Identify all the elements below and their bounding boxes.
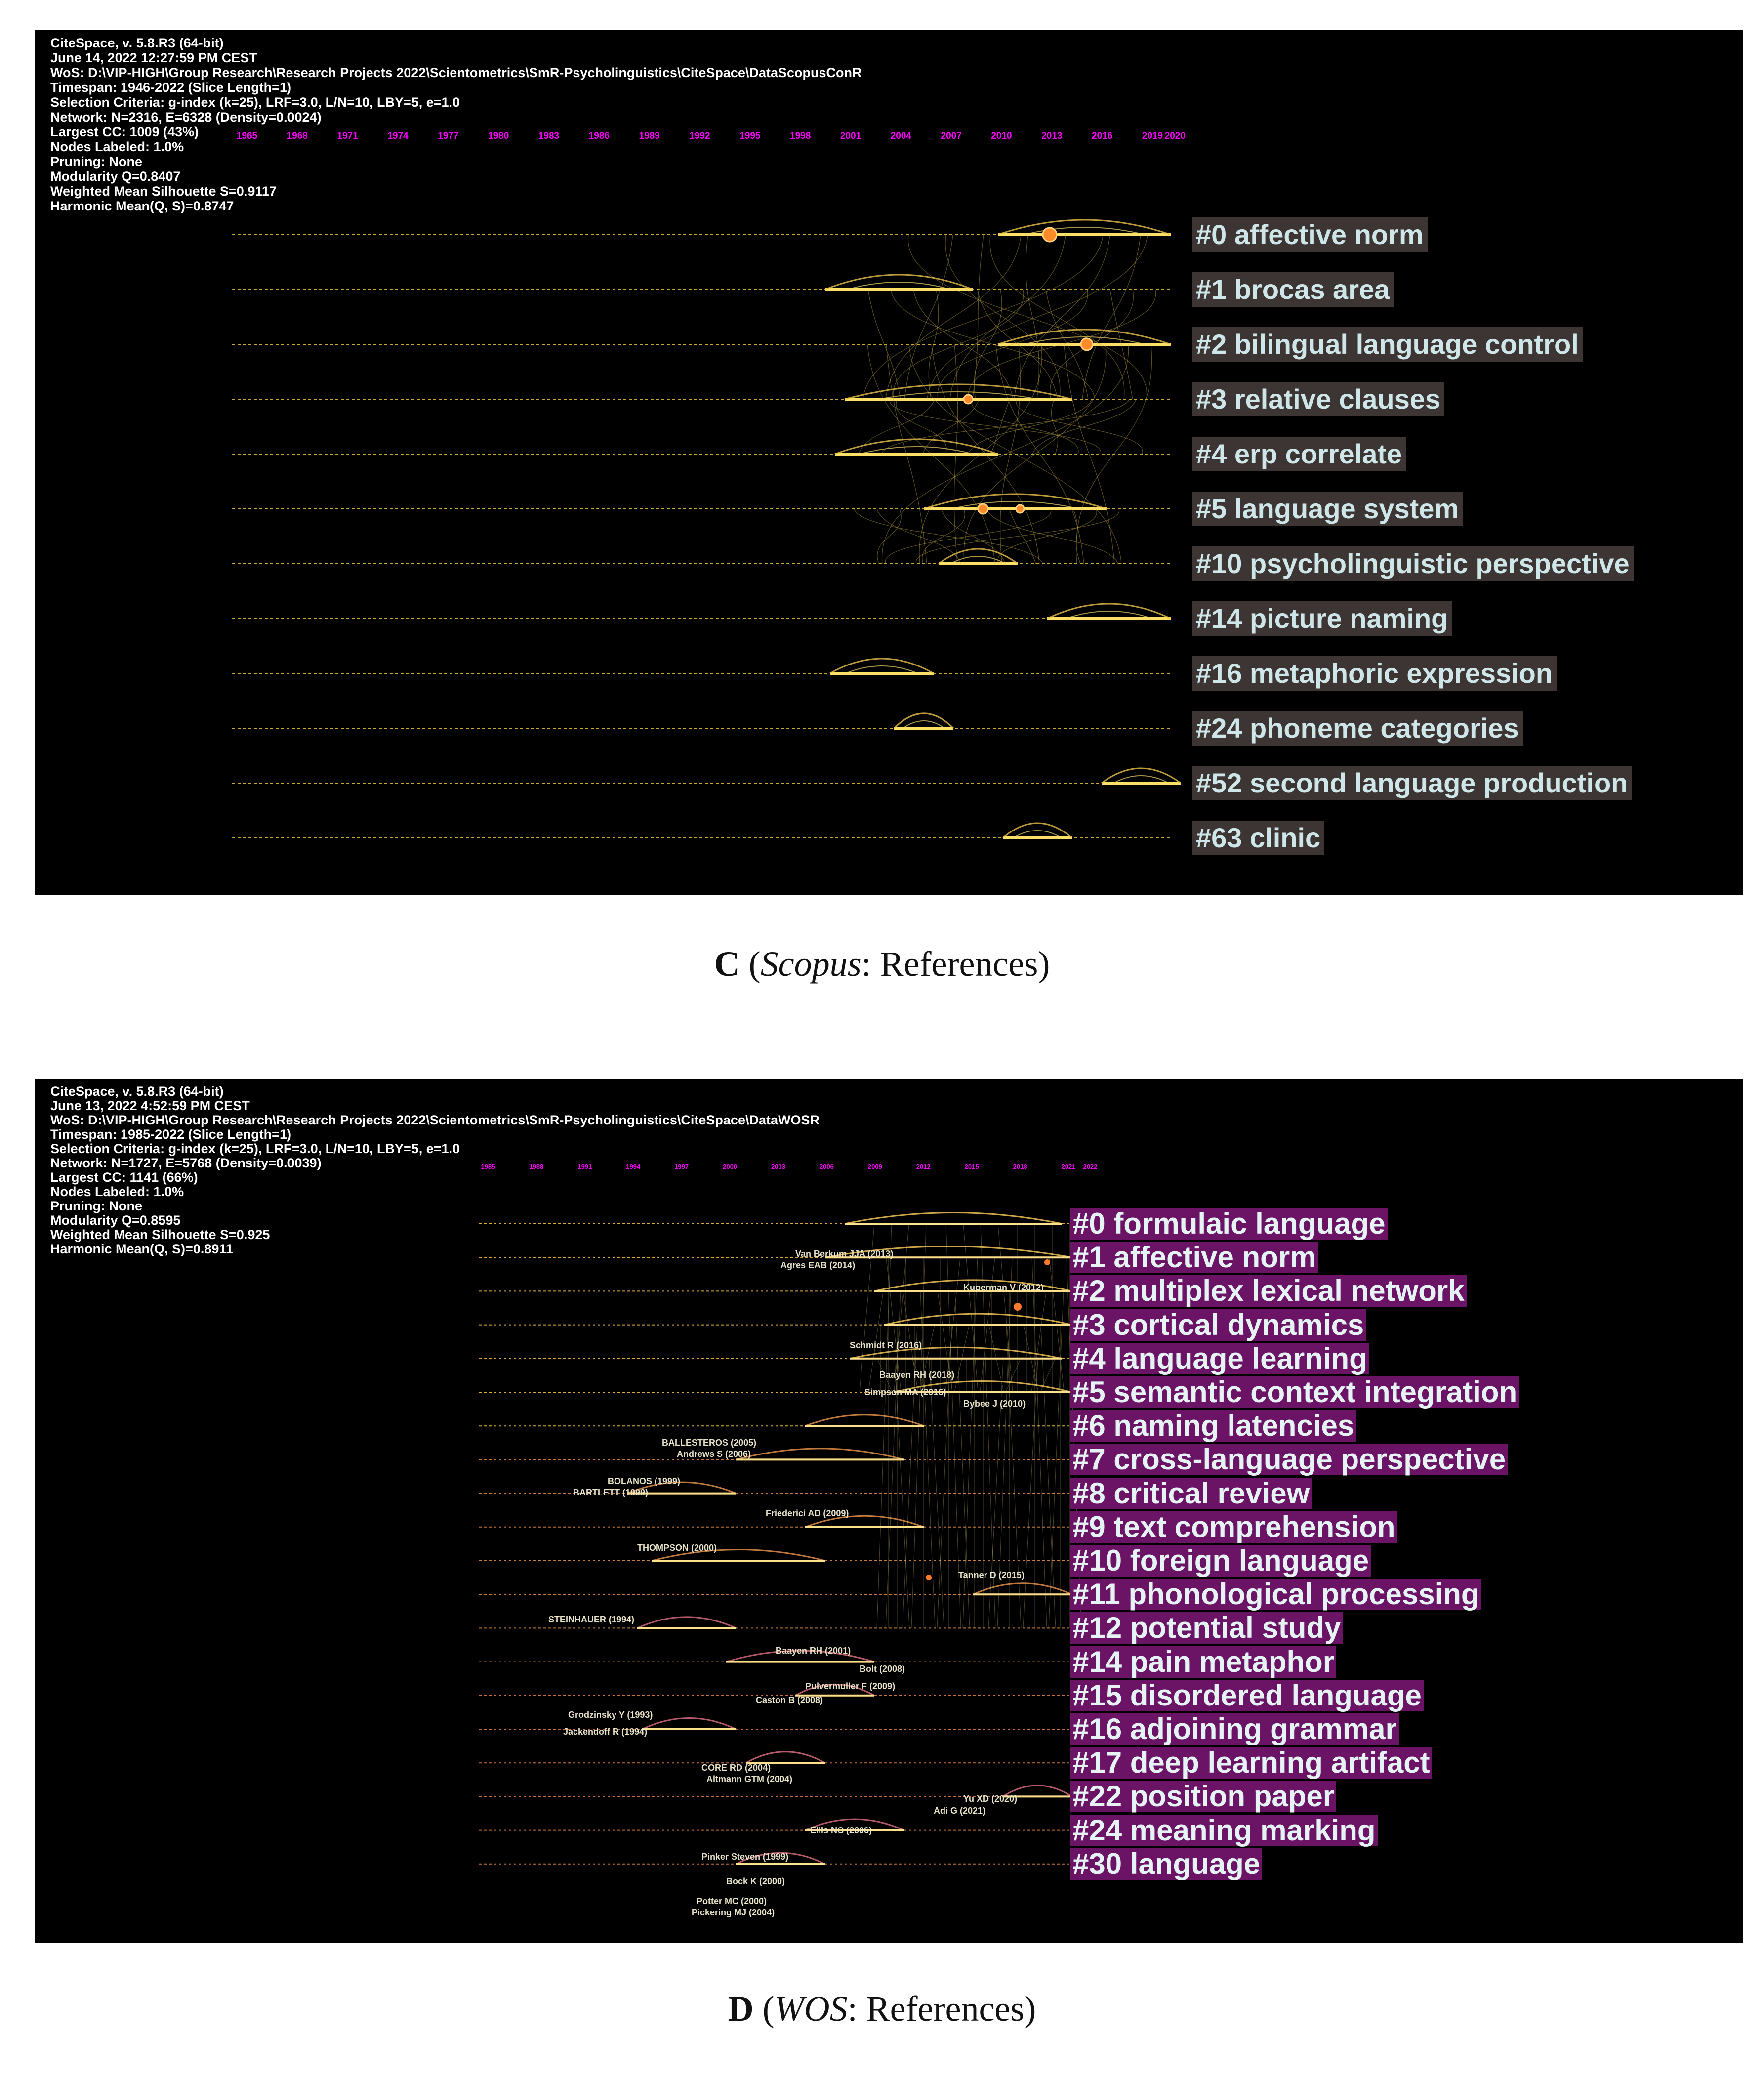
cluster-label: #11 phonological processing [1070, 1579, 1481, 1610]
citation-link [1049, 1291, 1064, 1628]
reference-label: Ellis NC (2006) [810, 1826, 872, 1835]
caption-letter: D [728, 1989, 754, 2029]
citation-link [1009, 509, 1036, 564]
cluster-label: #6 naming latencies [1070, 1410, 1356, 1442]
citation-link [1006, 1325, 1021, 1628]
reference-label: Caston B (2008) [756, 1695, 823, 1705]
year-tick-label: 1992 [689, 131, 710, 141]
caption-letter: C [714, 944, 740, 984]
cluster-label: #4 erp correlate [1192, 437, 1406, 471]
citation-arc [884, 1314, 1072, 1325]
citation-link [1016, 399, 1143, 454]
year-tick-label: 2003 [771, 1163, 785, 1170]
cluster-label: #14 picture naming [1192, 601, 1452, 636]
citation-arc [637, 1617, 736, 1628]
year-tick-label: 2020 [1164, 131, 1186, 141]
reference-label: Van Berkum JJA (2013) [795, 1249, 894, 1259]
year-tick-label: 2022 [1083, 1163, 1098, 1170]
citation-link [885, 509, 1051, 564]
cluster-label: #3 relative clauses [1192, 382, 1444, 416]
year-tick-label: 1994 [626, 1163, 641, 1170]
cluster-label: #2 multiplex lexical network [1070, 1275, 1467, 1307]
year-tick-label: 1995 [739, 131, 761, 141]
reference-label: BALLESTEROS (2005) [662, 1438, 757, 1448]
year-tick-label: 2006 [819, 1163, 834, 1170]
citation-link [1032, 1257, 1047, 1628]
citation-link [945, 235, 1060, 399]
reference-label: Bybee J (2010) [963, 1399, 1026, 1409]
reference-node [1081, 338, 1093, 350]
info-line: Modularity Q=0.8595 [50, 1213, 181, 1228]
cluster-label: #1 brocas area [1192, 272, 1394, 307]
cluster-label: #1 affective norm [1070, 1242, 1318, 1273]
cluster-label: #10 psycholinguistic perspective [1192, 546, 1634, 581]
reference-label: Friederici AD (2009) [766, 1508, 849, 1518]
info-line: Harmonic Mean(Q, S)=0.8747 [50, 199, 234, 213]
reference-node [1016, 505, 1024, 513]
info-line: Largest CC: 1141 (66%) [50, 1170, 198, 1185]
year-tick-label: 1983 [538, 131, 560, 141]
cluster-label: #0 affective norm [1192, 217, 1428, 252]
year-tick-label: 2001 [840, 131, 861, 141]
citation-link [863, 235, 1103, 399]
reference-label: BARTLETT (1999) [573, 1488, 649, 1497]
reference-label: Pulvermuller F (2009) [805, 1681, 896, 1691]
info-line: CiteSpace, v. 5.8.R3 (64-bit) [50, 1084, 224, 1099]
cluster-label: #3 cortical dynamics [1070, 1309, 1366, 1341]
cluster-label: #24 meaning marking [1070, 1815, 1378, 1846]
cluster-label: #4 language learning [1070, 1343, 1369, 1374]
reference-label: Baayen RH (2018) [879, 1370, 955, 1380]
year-tick-label: 1986 [588, 131, 610, 141]
info-line: Largest CC: 1009 (43%) [50, 125, 199, 139]
scopus-timeline-panel [35, 30, 1743, 895]
cluster-label: #5 language system [1192, 492, 1463, 526]
info-line: CiteSpace, v. 5.8.R3 (64-bit) [50, 36, 224, 50]
citation-arc [805, 1415, 924, 1426]
year-tick-label: 2007 [941, 131, 962, 141]
citation-link [963, 1224, 978, 1392]
reference-label: BOLANOS (1999) [608, 1476, 681, 1486]
year-tick-label: 2016 [1092, 131, 1113, 141]
reference-label: Simpson MA (2016) [864, 1387, 946, 1397]
citation-link [908, 235, 1147, 399]
year-tick-label: 1977 [438, 131, 459, 141]
info-line: Network: N=2316, E=6328 (Density=0.0024) [50, 110, 322, 125]
year-tick-label: 2013 [1041, 131, 1063, 141]
citation-link [1051, 399, 1058, 454]
citation-link [972, 399, 1078, 454]
year-tick-label: 2010 [991, 131, 1012, 141]
cluster-label: #24 phoneme categories [1192, 711, 1523, 746]
cluster-label: #9 text comprehension [1070, 1511, 1397, 1543]
caption-rest: : References) [847, 1989, 1036, 2029]
caption-c: C (Scopus: References) [714, 944, 1050, 984]
citation-link [922, 509, 965, 564]
citation-arc [746, 1752, 825, 1763]
reference-label: STEINHAUER (1994) [548, 1615, 635, 1624]
reference-label: Potter MC (2000) [697, 1896, 767, 1906]
citation-link [986, 509, 1118, 564]
cluster-label: #2 bilingual language control [1192, 327, 1583, 362]
cluster-label: #14 pain metaphor [1070, 1646, 1336, 1678]
info-line: Nodes Labeled: 1.0% [50, 139, 184, 154]
citation-link [1041, 1325, 1056, 1628]
year-tick-label: 2015 [964, 1163, 979, 1170]
reference-label: Adi G (2021) [934, 1806, 986, 1816]
info-line: Pruning: None [50, 1199, 142, 1213]
citation-arc [845, 1213, 1062, 1224]
info-line: Modularity Q=0.8407 [50, 169, 181, 184]
info-line: Network: N=1727, E=5768 (Density=0.0039) [50, 1156, 322, 1170]
cluster-label: #52 second language production [1192, 766, 1632, 800]
info-line: Weighted Mean Silhouette S=0.925 [50, 1227, 270, 1242]
reference-label: Schmidt R (2016) [850, 1340, 922, 1350]
reference-label: Kuperman V (2012) [963, 1283, 1044, 1292]
reference-node [1044, 1259, 1050, 1265]
reference-label: Bock K (2000) [726, 1876, 785, 1886]
caption-source: Scopus [760, 944, 861, 984]
reference-label: Bolt (2008) [860, 1664, 905, 1674]
reference-label: Agres EAB (2014) [780, 1260, 856, 1270]
reference-node [1043, 228, 1057, 242]
cluster-label: #5 semantic context integration [1070, 1376, 1519, 1408]
reference-node [964, 395, 973, 404]
reference-label: THOMPSON (2000) [637, 1543, 717, 1553]
cluster-label: #7 cross-language perspective [1070, 1444, 1508, 1475]
year-tick-label: 2012 [916, 1163, 931, 1170]
citation-link [968, 399, 1092, 454]
citation-link [1032, 399, 1136, 454]
citation-link [929, 1359, 944, 1628]
year-tick-label: 2021 [1061, 1163, 1076, 1170]
citation-arc [973, 1583, 1072, 1595]
info-line: Weighted Mean Silhouette S=0.9117 [50, 184, 277, 199]
citation-link [1082, 235, 1141, 399]
year-tick-label: 2004 [890, 131, 911, 141]
reference-label: Pinker Steven (1999) [701, 1852, 789, 1862]
reference-label: CORE RD (2004) [701, 1763, 771, 1773]
citation-link [895, 1359, 909, 1628]
info-line: Selection Criteria: g-index (k=25), LRF=3.0, L/N=10, LBY=5, e=1.0 [50, 95, 460, 110]
cluster-label: #63 clinic [1192, 821, 1324, 855]
cluster-label: #12 potential study [1070, 1612, 1343, 1644]
info-line: June 13, 2022 4:52:59 PM CEST [50, 1098, 250, 1113]
reference-label: Andrews S (2006) [677, 1449, 751, 1459]
citation-link [881, 399, 1129, 454]
cluster-label: #0 formulaic language [1070, 1208, 1388, 1240]
year-tick-label: 2018 [1013, 1163, 1027, 1170]
reference-label: Altmann GTM (2004) [706, 1774, 793, 1784]
year-tick-label: 1989 [639, 131, 660, 141]
info-line: Pruning: None [50, 154, 142, 169]
info-line: Timespan: 1985-2022 (Slice Length=1) [50, 1127, 291, 1142]
cluster-label: #10 foreign language [1070, 1545, 1371, 1577]
cluster-label: #17 deep learning artifact [1070, 1747, 1432, 1779]
cluster-label: #15 disordered language [1070, 1680, 1424, 1711]
wos-timeline-panel [35, 1079, 1743, 1943]
info-line: Harmonic Mean(Q, S)=0.8911 [50, 1242, 233, 1256]
info-line: WoS: D:\VIP-HIGH\Group Research\Research Projects 2022\Scientometrics\SmR-Psycholinguistics\CiteSpace\DataWOSR [50, 1113, 820, 1127]
cluster-label: #8 critical review [1070, 1478, 1312, 1509]
year-tick-label: 1985 [481, 1163, 495, 1170]
reference-label: Tanner D (2015) [958, 1570, 1025, 1580]
year-tick-label: 2000 [723, 1163, 738, 1170]
year-tick-label: 2009 [867, 1163, 882, 1170]
info-line: Selection Criteria: g-index (k=25), LRF=3.0, L/N=10, LBY=5, e=1.0 [50, 1141, 460, 1156]
year-tick-label: 1974 [387, 131, 409, 141]
caption-d: D (WOS: References) [728, 1989, 1036, 2029]
reference-label: Jackendoff R (1994) [563, 1727, 648, 1737]
caption-rest: : References) [861, 944, 1050, 984]
cluster-label: #30 language [1070, 1848, 1262, 1880]
year-tick-label: 1971 [337, 131, 358, 141]
reference-node [978, 504, 988, 514]
info-line: June 14, 2022 12:27:59 PM CEST [50, 50, 257, 65]
year-tick-label: 1991 [577, 1163, 592, 1170]
cluster-label: #16 metaphoric expression [1192, 656, 1557, 691]
year-tick-label: 1980 [488, 131, 509, 141]
reference-label: Yu XD (2020) [963, 1794, 1018, 1804]
year-tick-label: 1997 [674, 1163, 689, 1170]
cluster-label: #16 adjoining grammar [1070, 1713, 1399, 1745]
info-line: Timespan: 1946-2022 (Slice Length=1) [50, 80, 291, 95]
citation-arc [642, 1718, 736, 1730]
reference-label: Grodzinsky Y (1993) [568, 1710, 653, 1720]
info-line: Nodes Labeled: 1.0% [50, 1184, 184, 1199]
reference-label: Baayen RH (2001) [776, 1646, 851, 1656]
reference-label: Pickering MJ (2004) [692, 1908, 775, 1917]
year-tick-label: 1965 [236, 131, 258, 141]
citation-link [927, 235, 1148, 399]
citation-arc [736, 1449, 904, 1460]
reference-node [926, 1575, 932, 1580]
year-tick-label: 2019 [1142, 131, 1163, 141]
timeline-network [35, 1079, 1743, 1943]
caption-source: WOS [774, 1989, 848, 2029]
year-tick-label: 1988 [529, 1163, 544, 1170]
reference-node [1014, 1303, 1022, 1311]
info-line: WoS: D:\VIP-HIGH\Group Research\Research Projects 2022\Scientometrics\SmR-Psycholinguistics\CiteSpace\DataScopusConR [50, 65, 862, 80]
year-tick-label: 1968 [287, 131, 308, 141]
citation-link [1014, 235, 1110, 399]
cluster-label: #22 position paper [1070, 1781, 1336, 1812]
citation-link [916, 509, 1119, 564]
year-tick-label: 1998 [790, 131, 811, 141]
